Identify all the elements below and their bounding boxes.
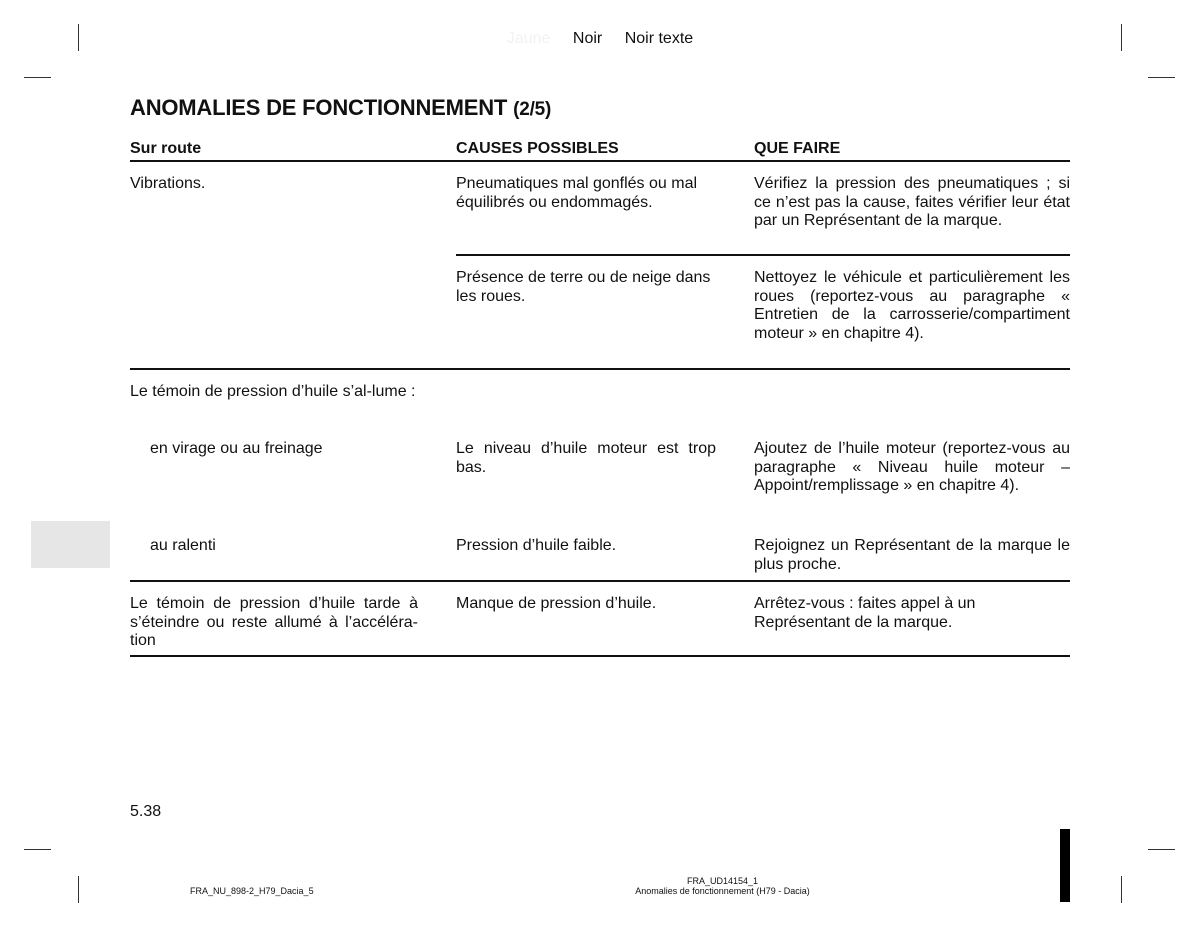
late-warning-cause: Manque de pression d’huile. <box>456 595 657 612</box>
oil-cause-low-level: Le niveau d’huile moteur est trop bas. <box>456 440 716 476</box>
row-divider <box>130 580 1070 582</box>
oil-warning-label: Le témoin de pression d’huile s’al-lume : <box>130 383 416 400</box>
footer-doc-ref-right <box>560 876 885 896</box>
thumb-index-bar <box>1060 829 1070 902</box>
oil-action-contact-dealer: Rejoignez un Représentant de la marque le plus proche. <box>754 537 1070 573</box>
oil-sub-case-idle: au ralenti <box>150 537 216 554</box>
print-color-header <box>0 30 1200 48</box>
chapter-side-tab <box>31 521 110 568</box>
table-header-actions: QUE FAIRE <box>754 140 841 157</box>
crop-mark <box>24 849 51 850</box>
crop-mark <box>1148 77 1175 78</box>
page-title-part: (2/5) <box>513 99 552 120</box>
vibrations-action-1: Vérifiez la pression des pneumatiques ; si ce n’est pas la cause, faites vérifier leur état par un Représentant de la marque. <box>754 175 1070 229</box>
oil-action-add-oil: Ajoutez de l’huile moteur (reportez-vous au paragraphe « Niveau huile moteur – Appoint/remplissage » en chapitre 4). <box>754 440 1070 494</box>
vibrations-cause-2: Présence de terre ou de neige dans les roues. <box>456 269 711 305</box>
table-bottom-rule <box>130 655 1070 657</box>
footer-ref-code: FRA_UD14154_1 <box>686 876 759 886</box>
page-title-text: ANOMALIES DE FONCTIONNEMENT <box>130 95 508 120</box>
page-number: 5.38 <box>130 803 162 820</box>
vibrations-action-2: Nettoyez le véhicule et particulièrement les roues (reportez-vous au paragraphe « Entretien de la carrosserie/compartiment moteur » en chapitre 4). <box>754 269 1070 342</box>
crop-mark <box>24 77 51 78</box>
table-header-situation: Sur route <box>130 140 202 157</box>
late-warning-action: Arrêtez-vous : faites appel à un Représentant de la marque. <box>754 595 976 631</box>
color-label-noir-texte: Noir texte <box>624 30 694 47</box>
row-divider <box>456 254 1070 256</box>
color-label-jaune: Jaune <box>506 30 551 47</box>
oil-cause-low-pressure: Pression d’huile faible. <box>456 537 617 554</box>
vibrations-label: Vibrations. <box>130 175 206 192</box>
table-header-rule <box>130 160 1070 162</box>
oil-sub-case-braking: en virage ou au freinage <box>150 440 323 457</box>
crop-mark <box>78 876 79 903</box>
late-warning-label: Le témoin de pression d’huile tarde à s’éteindre ou reste allumé à l’accéléra-tion <box>130 595 418 649</box>
color-label-noir: Noir <box>572 30 603 47</box>
row-divider <box>130 368 1070 370</box>
footer-doc-ref-left: FRA_NU_898-2_H79_Dacia_5 <box>190 886 314 896</box>
footer-ref-description: Anomalies de fonctionnement (H79 - Dacia) <box>635 886 810 896</box>
crop-mark <box>1148 849 1175 850</box>
page-title <box>130 95 551 121</box>
table-header-causes: CAUSES POSSIBLES <box>456 140 619 157</box>
crop-mark <box>1121 876 1122 903</box>
vibrations-cause-1: Pneumatiques mal gonflés ou mal équilibrés ou endommagés. <box>456 175 698 211</box>
